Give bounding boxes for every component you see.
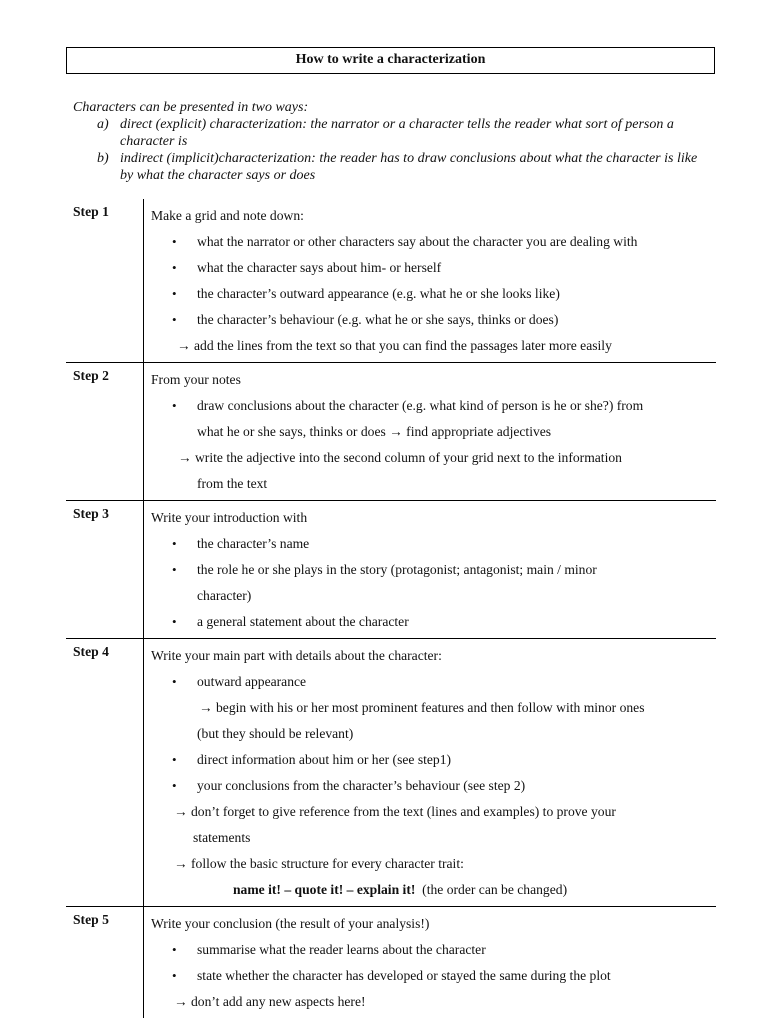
arrow-note-continuation: from the text	[197, 476, 268, 491]
bullet-item: • the character’s name	[151, 531, 716, 557]
arrow-note-continuation: statements	[193, 830, 251, 845]
intro-item-marker: a)	[97, 117, 109, 132]
step-row-2	[66, 362, 716, 500]
arrow-note: → don’t forget to give reference from the text (lines and examples) to prove your	[174, 804, 616, 819]
step-lead: Write your conclusion (the result of your analysis!)	[151, 916, 430, 931]
bullet-item: • the character’s outward appearance (e.g. what he or she looks like)	[151, 281, 716, 307]
step-lead: Make a grid and note down:	[151, 208, 304, 223]
step-label: Step 1	[73, 204, 109, 219]
step-content	[143, 501, 716, 638]
arrow-note: → write the adjective into the second column of your grid next to the information	[178, 450, 622, 465]
arrow-note: → follow the basic structure for every character trait:	[174, 856, 464, 871]
bullet-item: • what the narrator or other characters say about the character you are dealing with	[151, 229, 716, 255]
step-row-4	[66, 638, 716, 906]
step-content	[143, 363, 716, 500]
intro-item-text: direct (explicit) characterization: the narrator or a character tells the reader what sort of person a character is	[120, 117, 674, 149]
bullet-item: • a general statement about the character	[151, 609, 716, 635]
step-row-3	[66, 500, 716, 638]
intro-lead: Characters can be presented in two ways:	[73, 100, 309, 115]
formula-note: (the order can be changed)	[422, 882, 568, 897]
formula-bold: name it! – quote it! – explain it!	[233, 882, 416, 897]
step-lead: Write your introduction with	[151, 510, 308, 525]
step-row-5	[66, 906, 716, 1018]
intro-section	[73, 99, 713, 184]
step-label: Step 4	[73, 644, 109, 659]
step-content	[143, 907, 716, 1018]
bullet-continuation: character)	[197, 588, 252, 603]
arrow-note: → don’t add any new aspects here!	[174, 994, 366, 1009]
arrow-note-continuation: (but they should be relevant)	[197, 726, 354, 741]
bullet-item: • direct information about him or her (see step1)	[151, 747, 716, 773]
arrow-note: → add the lines from the text so that you can find the passages later more easily	[177, 338, 612, 353]
arrow-note: → begin with his or her most prominent features and then follow with minor ones	[199, 700, 645, 715]
step-lead: Write your main part with details about the character:	[151, 648, 442, 663]
step-content	[143, 199, 716, 362]
structure-formula	[151, 877, 716, 903]
step-content	[143, 639, 716, 906]
steps-table	[66, 199, 716, 1018]
bullet-continuation: what he or she says, thinks or does → find appropriate adjectives	[197, 424, 552, 439]
step-label: Step 2	[73, 368, 109, 383]
bullet-item: • summarise what the reader learns about the character	[151, 937, 716, 963]
step-lead: From your notes	[151, 372, 241, 387]
bullet-item: • your conclusions from the character’s behaviour (see step 2)	[151, 773, 716, 799]
step-label: Step 5	[73, 912, 109, 927]
bullet-item: • outward appearance	[151, 669, 716, 695]
intro-item-marker: b)	[97, 151, 109, 166]
document-title: How to write a characterization	[66, 47, 715, 74]
bullet-item: • what the character says about him- or herself	[151, 255, 716, 281]
intro-item-a	[73, 116, 713, 150]
step-label: Step 3	[73, 506, 109, 521]
intro-item-text: indirect (implicit)characterization: the reader has to draw conclusions about what the character is like by what the character says or does	[120, 151, 698, 183]
intro-item-b	[73, 150, 713, 184]
bullet-item: • draw conclusions about the character (e.g. what kind of person is he or she?) from	[151, 393, 716, 419]
bullet-item: • the role he or she plays in the story (protagonist; antagonist; main / minor	[151, 557, 716, 583]
bullet-item: • the character’s behaviour (e.g. what he or she says, thinks or does)	[151, 307, 716, 333]
bullet-item: • state whether the character has developed or stayed the same during the plot	[151, 963, 716, 989]
step-row-1	[66, 199, 716, 362]
